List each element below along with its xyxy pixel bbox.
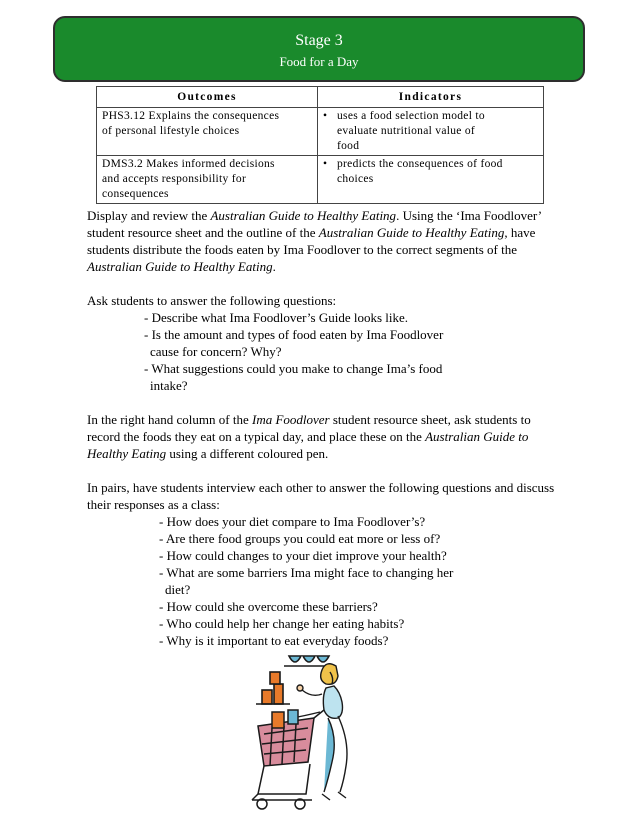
indicator-line: food bbox=[337, 140, 360, 152]
list-item: - How does your diet compare to Ima Foodlover’s? bbox=[159, 514, 426, 529]
list-item: - Describe what Ima Foodlover’s Guide looks like. bbox=[144, 310, 409, 325]
lesson-title: Food for a Day bbox=[279, 54, 359, 69]
outcome-cell bbox=[97, 108, 318, 156]
list-item: - How could she overcome these barriers? bbox=[159, 599, 378, 614]
indicator-line: choices bbox=[337, 173, 374, 185]
paragraph-questions-intro: Ask students to answer the following questions: bbox=[87, 293, 337, 308]
list-item: - What suggestions could you make to change Ima’s food bbox=[144, 361, 443, 376]
indicator-cell bbox=[318, 156, 544, 204]
shopping-cart-icon bbox=[252, 710, 324, 809]
lesson-body bbox=[87, 207, 557, 649]
outcome-line: and accepts responsibility for bbox=[102, 173, 247, 185]
stage-title: Stage 3 bbox=[295, 32, 343, 49]
table-row bbox=[97, 108, 544, 156]
paragraph-display-review: Display and review the Australian Guide to Healthy Eating. Using the ‘Ima Foodlover’ student resource sheet and the outline of the Australian Guide to Healthy Eating, have students distribute the foods eaten by Ima Foodlover to the correct segments of the Australian Guide to Healthy Eating. bbox=[87, 208, 542, 274]
shelf-icon bbox=[256, 656, 329, 704]
question-list bbox=[87, 513, 557, 649]
stage-banner bbox=[53, 16, 585, 82]
question-list bbox=[87, 309, 557, 394]
bullet-icon: • bbox=[323, 158, 328, 170]
table-header-row bbox=[97, 87, 544, 108]
indicator-line: evaluate nutritional value of bbox=[337, 125, 476, 137]
list-item: - Are there food groups you could eat more or less of? bbox=[159, 531, 441, 546]
indicator-cell bbox=[318, 108, 544, 156]
list-item: - Why is it important to eat everyday foods? bbox=[159, 633, 389, 648]
outcomes-table bbox=[96, 86, 544, 204]
shopper-with-cart-illustration bbox=[244, 652, 384, 818]
indicator-line: uses a food selection model to bbox=[337, 110, 485, 122]
bullet-icon: • bbox=[323, 110, 328, 122]
list-item: - What are some barriers Ima might face to changing her bbox=[159, 565, 454, 580]
list-item: - How could changes to your diet improve your health? bbox=[159, 548, 447, 563]
outcome-line: PHS3.12 Explains the consequences bbox=[102, 110, 280, 122]
paragraph-record-foods: In the right hand column of the Ima Foodlover student resource sheet, ask students to record the foods they eat on a typical day, and place these on the Australian Guide to Healthy Eating using a different coloured pen. bbox=[87, 412, 531, 461]
outcome-line: DMS3.2 Makes informed decisions bbox=[102, 158, 275, 170]
list-item: - Is the amount and types of food eaten by Ima Foodlover bbox=[144, 327, 444, 342]
table-row bbox=[97, 156, 544, 204]
indicator-line: predicts the consequences of food bbox=[337, 158, 503, 170]
list-item-continued: intake? bbox=[150, 378, 188, 393]
header-outcomes: Outcomes bbox=[97, 87, 318, 108]
list-item-continued: cause for concern? Why? bbox=[150, 344, 282, 359]
paragraph-pairs-intro: In pairs, have students interview each other to answer the following questions and discuss their responses as a class: bbox=[87, 480, 555, 512]
list-item: - Who could help her change her eating habits? bbox=[159, 616, 405, 631]
header-indicators: Indicators bbox=[318, 87, 544, 108]
outcome-cell bbox=[97, 156, 318, 204]
outcome-line: of personal lifestyle choices bbox=[102, 125, 240, 137]
outcome-line: consequences bbox=[102, 188, 169, 200]
list-item-continued: diet? bbox=[165, 582, 191, 597]
